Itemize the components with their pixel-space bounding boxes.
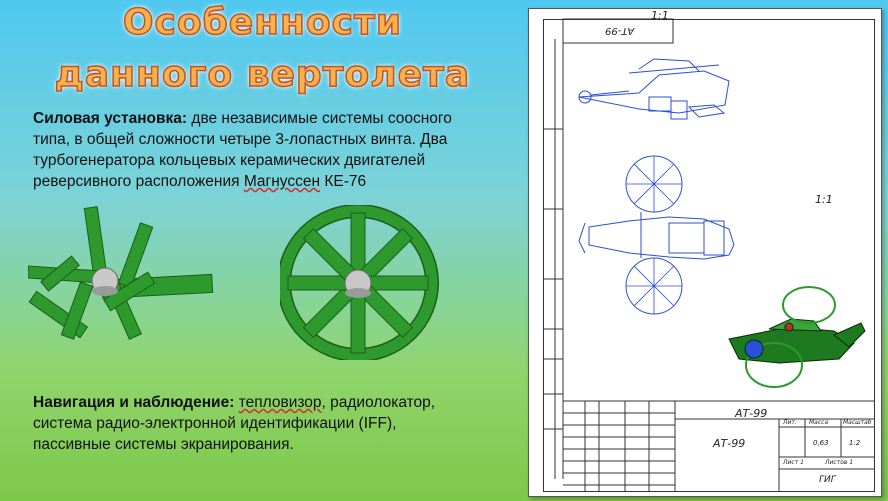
sheet-count: Листов 1 [825, 459, 854, 466]
navigation-label: Навигация и наблюдение: [33, 394, 235, 411]
drawing-stamp-rotated: АТ-99 [605, 25, 635, 36]
scale-value: 1:2 [849, 439, 861, 447]
navigation-text: , радиолокатор, система радио-электронной идентификации (IFF), пассивные системы экранирования. [33, 394, 436, 453]
engine-model: КЕ-76 [320, 173, 367, 190]
drawing-scale-top: 1:1 [651, 9, 669, 22]
thermal-imager-text: тепловизор [238, 394, 322, 411]
mass-value: 0,63 [813, 439, 829, 447]
drawing-lines [529, 9, 881, 496]
organization: ГИГ [819, 475, 836, 485]
drawing-scale-mid: 1:1 [815, 193, 833, 206]
sheet-number: Лист 1 [783, 459, 804, 466]
slide-title-line1: Особенности [122, 2, 403, 43]
navigation-paragraph [33, 392, 453, 455]
open-rotor-image [28, 205, 218, 345]
col-mass: Масса [809, 419, 829, 426]
power-plant-paragraph [33, 108, 453, 192]
power-plant-label: Силовая установка: [33, 110, 188, 127]
engine-brand-name: Магнуссен [243, 173, 321, 190]
col-lit: Лит. [783, 419, 797, 426]
slide-title-line2: данного вертолета [54, 54, 471, 95]
ducted-rotor-image [280, 205, 440, 360]
drawing-designation: АТ-99 [735, 407, 768, 420]
technical-drawing-sheet [528, 8, 882, 497]
title-block-name: АТ-99 [713, 437, 746, 450]
col-scale: Масштаб [843, 419, 872, 426]
power-plant-text: две независимые системы соосного типа, в общей сложности четыре 3-лопастных винта. Два турбогенератора кольцевых керамических двигателей реверсивного расположения [33, 110, 452, 190]
